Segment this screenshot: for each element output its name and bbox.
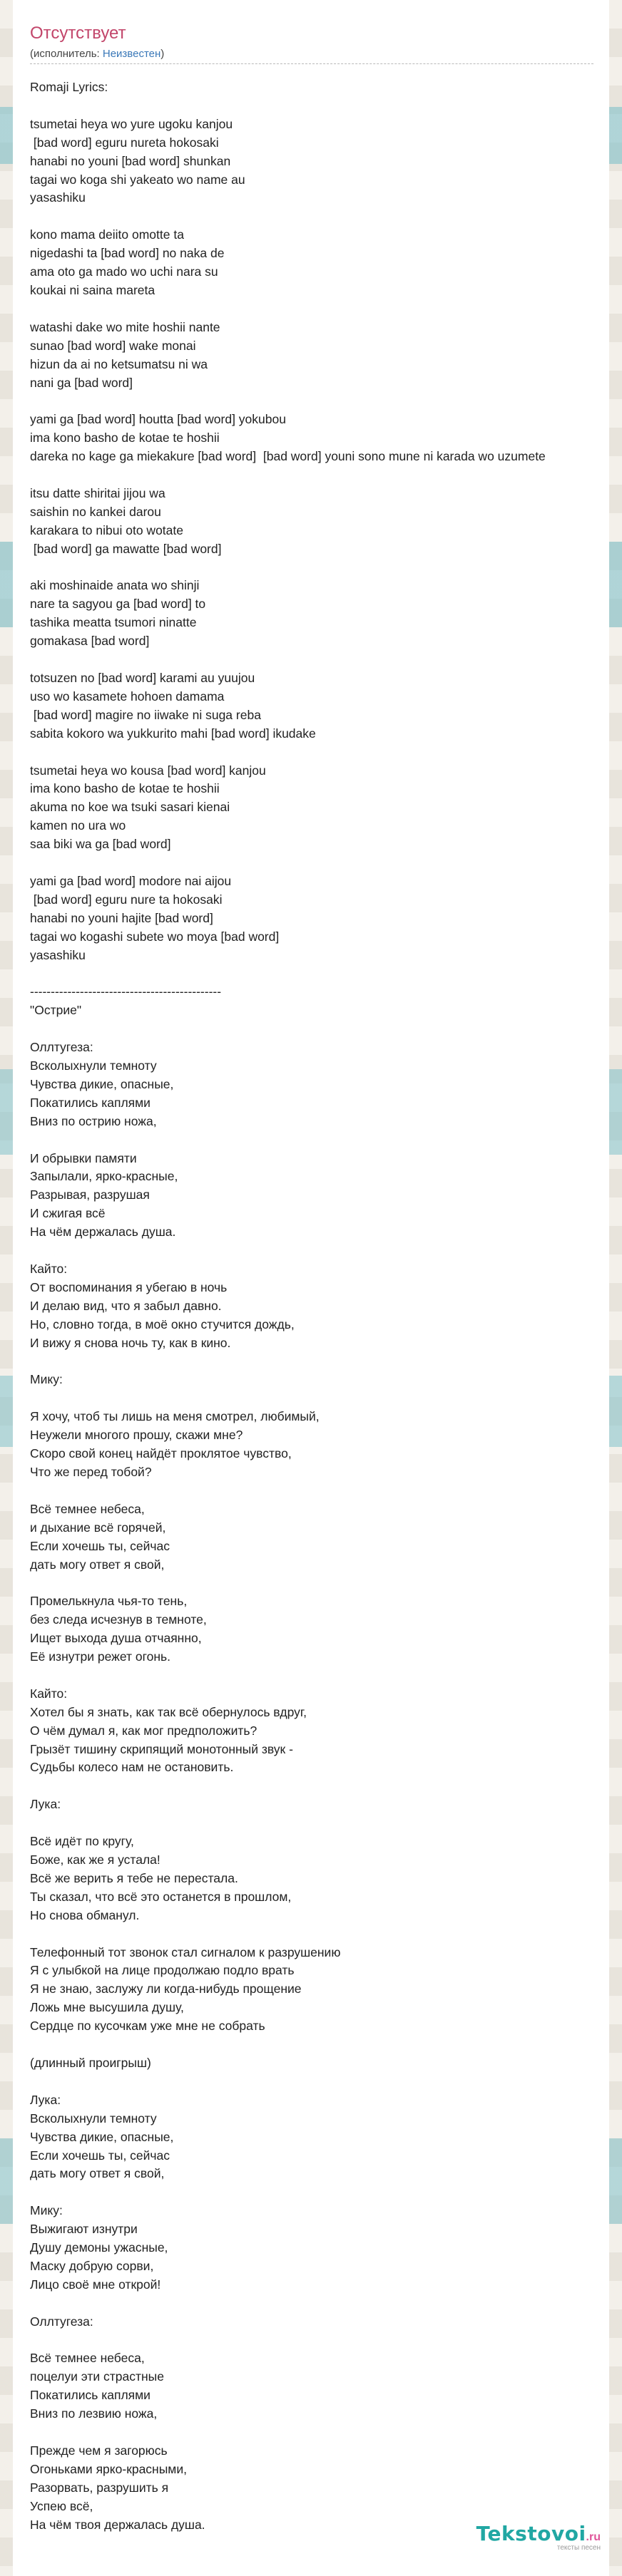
artist-prefix: (исполнитель: bbox=[30, 48, 103, 60]
logo-tld: .ru bbox=[586, 2531, 601, 2543]
logo-tagline: тексты песен bbox=[556, 2544, 601, 2552]
artist-link[interactable]: Неизвестен bbox=[102, 48, 161, 60]
site-logo[interactable] bbox=[476, 2522, 601, 2552]
logo-name: Tekstovoi bbox=[476, 2522, 586, 2545]
song-header bbox=[13, 0, 609, 64]
artist-line bbox=[30, 47, 593, 64]
song-title: Отсутствует bbox=[30, 24, 126, 43]
artist-suffix: ) bbox=[160, 48, 165, 60]
lyrics-text: Romaji Lyrics: tsumetai heya wo yure ugoku kanjou [bad word] eguru nureta hokosaki hanabi no youni [bad word] shunkan tagai wo koga shi yakeato wo name au yasashiku kono mama deiito omotte ta nigedashi ta [bad word] no naka de ama oto ga mado wo uchi nara su koukai ni saina mareta watashi dake wo mite hoshii nante sunao [bad word] wake monai hizun da ai no ketsumatsu ni wa nani ga [bad word] yami ga [bad word] houtta [bad word] yokubou ima kono basho de kotae te hoshii dareka no kage ga miekakure [bad word] [bad word] youni sono mune ni karada wo uzumete itsu datte shiritai jijou wa saishin no kankei darou karakara to nibui oto wotate [bad word] ga mawatte [bad word] aki moshinaide anata wo shinji nare ta sagyou ga [bad word] to tashika meatta tsumori ninatte gomakasa [bad word] totsuzen no [bad word] karami au yuujou uso wo kasamete hohoen damama [bad word] magire no iiwake ni suga reba sabita kokoro wa yukkurito mahi [bad word] ikudake tsumetai heya wo kousa [bad word] kanjou ima kono basho de kotae te hoshii akuma no koe wa tsuki sasari kienai kamen no ura wo saa biki wa ga [bad word] yami ga [bad word] modore nai aijou [bad word] eguru nure ta hokosaki hanabi no youni hajite [bad word] tagai wo kogashi subete wo moya [bad word] yasashiku ---------------------------------------------- "Острие" Оллтугеза: Всколыхнули темноту Чувства дикие, опасные, Покатились каплями Вниз по острию ножа, И обрывки памяти Запылали, ярко-красные, Разрывая, разрушая И сжигая всё На чём держалась душа. Кайто: От воспоминания я убегаю в ночь И делаю вид, что я забыл давно. Но, словно тогда, в моё окно стучится дождь, И вижу я снова ночь ту, как в кино. Мику: Я хочу, чтоб ты лишь на меня смотрел, любимый, Неужели многого прошу, скажи мне? Скоро свой конец найдёт проклятое чувство, Что же перед тобой? Всё темнее небеса, и дыхание всё горячей, Если хочешь ты, сейчас дать могу ответ я свой, Промелькнула чья-то тень, без следа исчезнув в темноте, Ищет выхода душа отчаянно, Её изнутри режет огонь. Кайто: Хотел бы я знать, как так всё обернулось вдруг, О чём думал я, как мог предположить? Грызёт тишину скрипящий монотонный звук - Судьбы колесо нам не остановить. Лука: Всё идёт по кругу, Боже, как же я устала! Всё же верить я тебе не перестала. Ты сказал, что всё это останется в прошлом, Но снова обманул. Телефонный тот звонок стал сигналом к разрушению Я с улыбкой на лице продолжаю подло врать Я не знаю, заслужу ли когда-нибудь прощение Ложь мне высушила душу, Сердце по кусочкам уже мне не собрать (длинный проигрыш) Лука: Всколыхнули темноту Чувства дикие, опасные, Если хочешь ты, сейчас дать могу ответ я свой, Мику: Выжигают изнутри Душу демоны ужасные, Маску добрую сорви, Лицо своё мне открой! Оллтугеза: Всё темнее небеса, поцелуи эти страстные Покатились каплями Вниз по лезвию ножа, Прежде чем я загорюсь Огоньками ярко-красными, Разорвать, разрушить я Успею всё, На чём твоя держалась душа. bbox=[30, 80, 546, 2532]
lyrics-page bbox=[13, 0, 609, 2576]
